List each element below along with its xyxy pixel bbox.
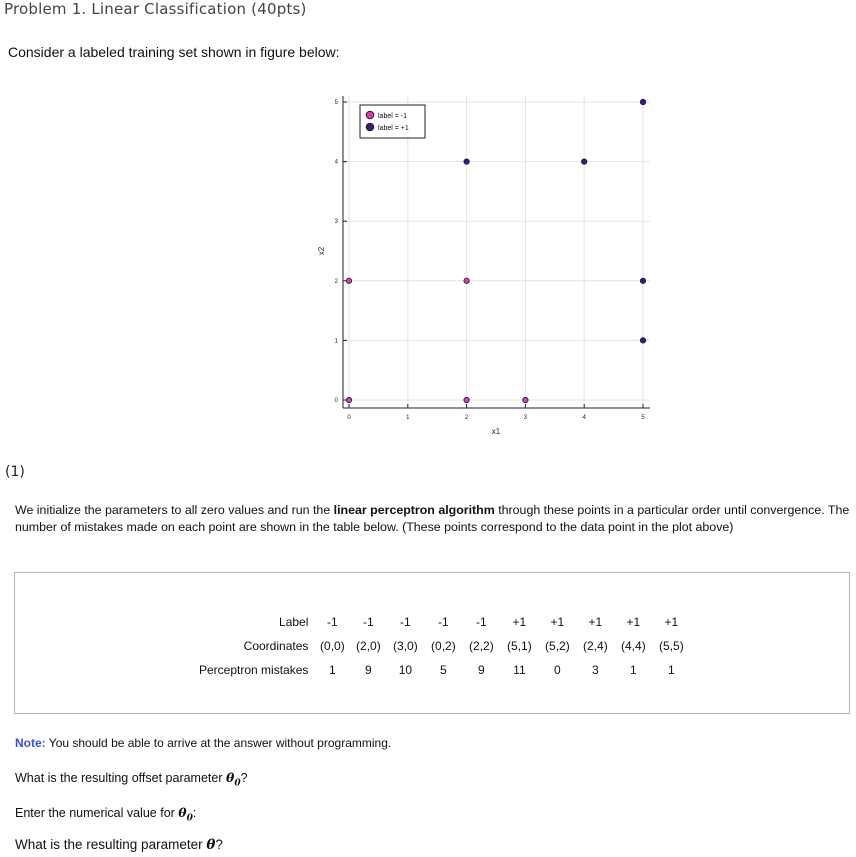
table-cell: (5,5) xyxy=(659,639,684,653)
question-parameter xyxy=(15,837,223,853)
table-cell: +1 xyxy=(550,615,565,629)
data-point-neg xyxy=(346,397,351,402)
table-cell: (4,4) xyxy=(621,639,646,653)
legend-marker-neg xyxy=(366,111,374,119)
data-point-neg xyxy=(464,397,469,402)
theta-subscript: 0 xyxy=(186,813,193,824)
legend-marker-pos xyxy=(366,123,374,131)
problem-title: Problem 1. Linear Classification (40pts) xyxy=(4,0,307,18)
question-parameter-text: What is the resulting parameter xyxy=(15,837,207,852)
data-point-neg xyxy=(464,278,469,283)
enter-offset-end: : xyxy=(192,806,197,820)
table-cell: 11 xyxy=(513,663,526,677)
table-cell: (2,0) xyxy=(356,639,381,653)
table-cell: -1 xyxy=(476,615,487,629)
table-cell: -1 xyxy=(438,615,449,629)
x-tick-label: 1 xyxy=(406,415,410,421)
table-cell: (2,2) xyxy=(469,639,494,653)
data-point-pos xyxy=(582,159,587,164)
table-row xyxy=(199,634,690,658)
x-tick-label: 0 xyxy=(347,415,351,421)
data-point-pos xyxy=(464,159,469,164)
y-tick-label: 5 xyxy=(334,100,338,106)
y-tick-label: 0 xyxy=(334,398,338,404)
theta-symbol: θ xyxy=(178,805,187,820)
table-cell: 1 xyxy=(630,663,637,677)
x-tick-label: 4 xyxy=(582,415,586,421)
note-label: Note: xyxy=(15,736,46,750)
question-parameter-end: ? xyxy=(215,837,223,852)
plot-axes xyxy=(343,96,650,408)
legend-label-neg: label = -1 xyxy=(378,113,407,120)
table-cell: (0,2) xyxy=(431,639,456,653)
y-tick-label: 1 xyxy=(334,338,338,345)
note xyxy=(15,736,391,750)
table-cell: +1 xyxy=(588,615,603,629)
legend xyxy=(360,105,425,138)
table-cell: 10 xyxy=(398,663,413,677)
table-cell: (2,4) xyxy=(583,639,608,653)
table-cell: 0 xyxy=(554,663,561,677)
table-row xyxy=(199,658,690,682)
description-text-1: We initialize the parameters to all zero values and run the xyxy=(15,503,334,517)
plot-grid xyxy=(343,96,650,408)
data-point-pos xyxy=(640,278,645,283)
theta-subscript: 0 xyxy=(234,778,241,789)
table-cell: +1 xyxy=(664,615,679,629)
table-cell: -1 xyxy=(363,615,374,629)
table-cell: 9 xyxy=(478,663,485,677)
table-cell: 1 xyxy=(668,663,675,677)
problem-description xyxy=(15,502,850,536)
table-cell: +1 xyxy=(512,615,527,629)
plot-ticks xyxy=(335,100,646,421)
x-axis-label: x1 xyxy=(491,427,501,436)
y-tick-label: 4 xyxy=(334,159,338,166)
table-cell: (3,0) xyxy=(393,639,418,653)
y-tick-label: 2 xyxy=(334,278,338,285)
row-header: Coordinates xyxy=(243,639,309,653)
enter-offset-text: Enter the numerical value for xyxy=(15,806,179,820)
x-tick-label: 3 xyxy=(523,415,528,421)
y-axis-label: x2 xyxy=(317,246,326,256)
note-text: You should be able to arrive at the answer without programming. xyxy=(45,736,392,750)
table-cell: 3 xyxy=(592,663,599,677)
question-offset xyxy=(15,770,248,789)
data-point-neg xyxy=(346,278,351,283)
table-cell: +1 xyxy=(626,615,641,629)
theta-symbol: θ xyxy=(206,837,216,853)
data-point-pos xyxy=(640,338,645,343)
enter-offset-prompt xyxy=(15,805,196,824)
data-point-pos xyxy=(640,99,645,104)
table-cell: (5,2) xyxy=(545,639,570,653)
question-offset-text: What is the resulting offset parameter xyxy=(15,771,226,785)
table-cell: -1 xyxy=(327,615,338,629)
table-cell: (0,0) xyxy=(320,639,345,653)
x-tick-label: 2 xyxy=(464,415,469,421)
row-header: Perceptron mistakes xyxy=(199,663,309,677)
table-cell: -1 xyxy=(400,615,411,629)
mistakes-table-box xyxy=(14,572,850,714)
mistakes-table xyxy=(199,610,690,682)
theta-symbol: θ xyxy=(225,770,235,785)
table-cell: 9 xyxy=(365,663,372,677)
legend-label-pos: label = +1 xyxy=(378,125,409,132)
data-point-neg xyxy=(523,397,528,402)
x-tick-label: 5 xyxy=(641,415,645,421)
row-header: Label xyxy=(279,615,309,629)
plot-points xyxy=(346,99,645,402)
question-offset-end: ? xyxy=(240,771,248,785)
intro-text: Consider a labeled training set shown in figure below: xyxy=(8,44,340,60)
part-label: (1) xyxy=(5,464,25,480)
table-row xyxy=(199,610,690,634)
table-cell: 1 xyxy=(329,663,336,677)
description-bold: linear perceptron algorithm xyxy=(333,503,495,517)
description-text-2: through these points in a particular order until convergence. The number of mistakes made on each point are shown in the table below. (These points correspond to the data point in the plot above) xyxy=(15,503,850,534)
table-cell: 5 xyxy=(440,663,447,677)
y-tick-label: 3 xyxy=(334,219,338,226)
table-cell: (5,1) xyxy=(507,639,532,653)
